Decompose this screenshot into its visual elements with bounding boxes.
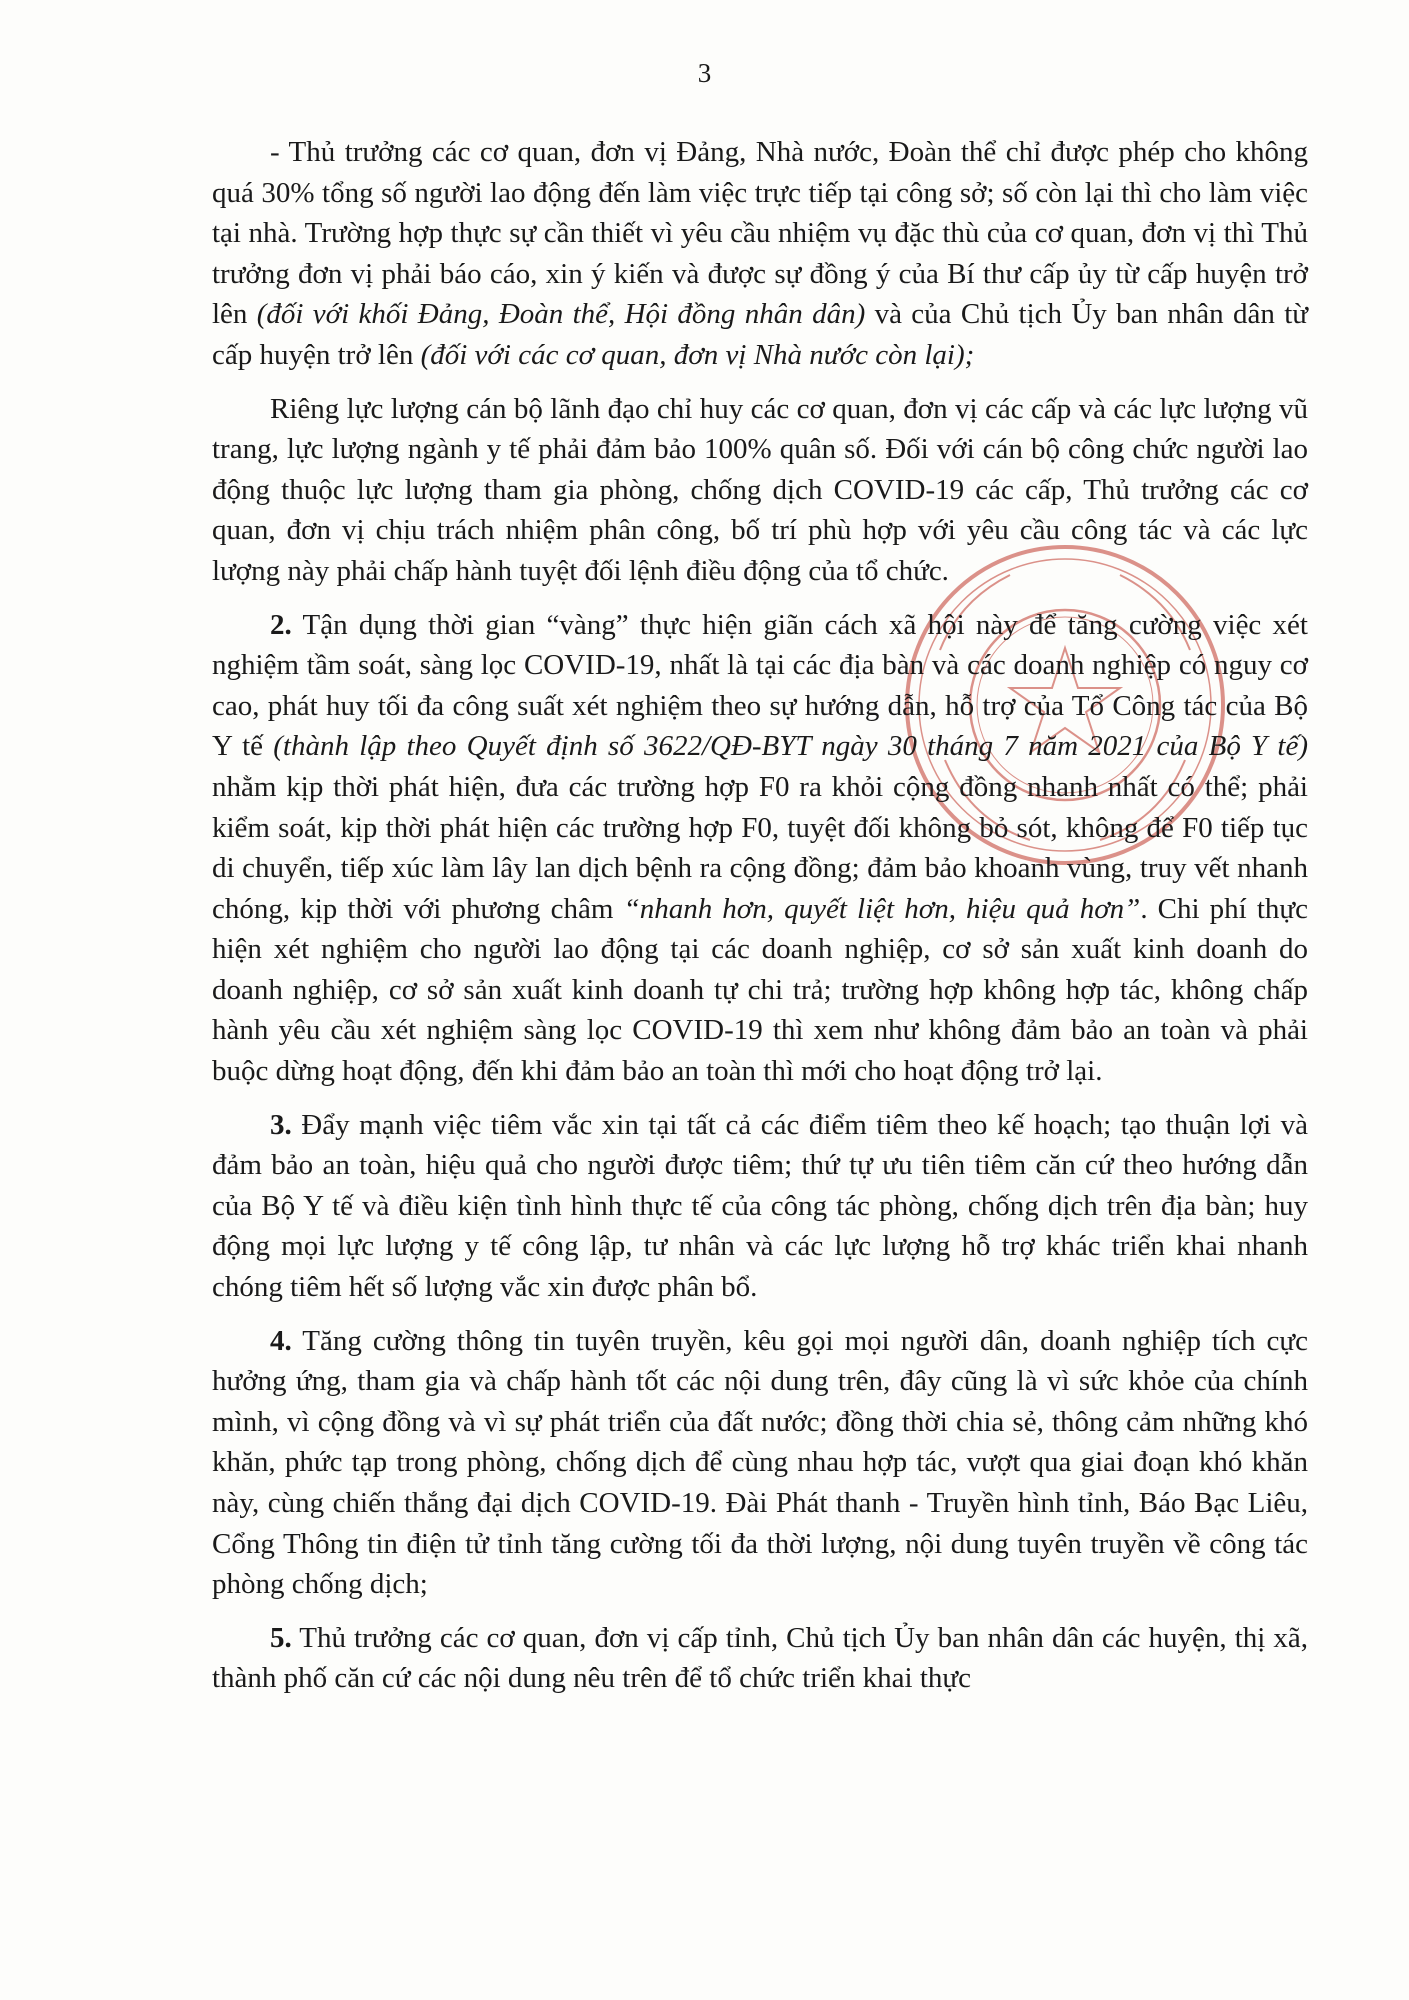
paragraph-text: - Thủ trưởng các cơ quan, đơn vị Đảng, Nhà nước, Đoàn thể chỉ được phép cho không quá 30% tổng số người lao động đến làm việc trực tiếp tại công sở; số còn lại thì cho làm việc tại nhà. Trường hợp thực sự cần thiết vì yêu cầu nhiệm vụ đặc thù của cơ quan, đơn vị thì Thủ trưởng đơn vị phải báo cáo, xin ý kiến và được sự đồng ý của Bí thư cấp ủy từ cấp huyện trở lên [212, 136, 1308, 331]
paragraph-item-4 [212, 1321, 1308, 1605]
paragraph-item-2 [212, 605, 1308, 1092]
paragraph-leadership-forces [212, 389, 1308, 592]
paragraph-office-attendance [212, 132, 1308, 376]
item-number: 5. [270, 1621, 292, 1654]
paragraph-italic-note: (thành lập theo Quyết định số 3622/QĐ-BYT ngày 30 tháng 7 năm 2021 của Bộ Y tế) [273, 730, 1308, 763]
paragraph-italic-quote: “nhanh hơn, quyết liệt hơn, hiệu quả hơn” [623, 892, 1141, 925]
paragraph-italic-note: (đối với các cơ quan, đơn vị Nhà nước còn lại); [420, 338, 975, 371]
page-number: 3 [697, 58, 712, 88]
item-number: 3. [270, 1108, 292, 1141]
paragraph-text: Tăng cường thông tin tuyên truyền, kêu gọi mọi người dân, doanh nghiệp tích cực hưởng ứng, tham gia và chấp hành tốt các nội dung trên, đây cũng là vì sức khỏe của chính mình, vì cộng đồng và vì sự phát triển của đất nước; đồng thời chia sẻ, thông cảm những khó khăn, phức tạp trong phòng, chống dịch để cùng nhau hợp tác, vượt qua giai đoạn khó khăn này, cùng chiến thắng đại dịch COVID-19. Đài Phát thanh - Truyền hình tỉnh, Báo Bạc Liêu, Cổng Thông tin điện tử tỉnh tăng cường tối đa thời lượng, nội dung tuyên truyền về công tác phòng chống dịch; [212, 1324, 1308, 1601]
paragraph-text: nhằm kịp thời phát hiện, đưa các trường hợp F0 ra khỏi cộng đồng nhanh nhất có thể; phải kiểm soát, kịp thời phát hiện các trường hợp F0, tuyệt đối không bỏ sót, không để F0 tiếp tục di chuyển, tiếp xúc làm lây lan dịch bệnh ra cộng đồng; đảm bảo khoanh vùng, truy vết nhanh chóng, kịp thời với phương châm [212, 770, 1308, 925]
paragraph-text: Riêng lực lượng cán bộ lãnh đạo chỉ huy các cơ quan, đơn vị các cấp và các lực lượng vũ trang, lực lượng ngành y tế phải đảm bảo 100% quân số. Đối với cán bộ công chức người lao động thuộc lực lượng tham gia phòng, chống dịch COVID-19 các cấp, Thủ trưởng các cơ quan, đơn vị chịu trách nhiệm phân công, bố trí phù hợp với yêu cầu công tác và các lực lượng này phải chấp hành tuyệt đối lệnh điều động của tổ chức. [212, 392, 1308, 587]
paragraph-text: . Chi phí thực hiện xét nghiệm cho người lao động tại các doanh nghiệp, cơ sở sản xuất kinh doanh do doanh nghiệp, cơ sở sản xuất kinh doanh tự chi trả; trường hợp không hợp tác, không chấp hành yêu cầu xét nghiệm sàng lọc COVID-19 thì xem như không đảm bảo an toàn và phải buộc dừng hoạt động, đến khi đảm bảo an toàn thì mới cho hoạt động trở lại. [212, 892, 1309, 1088]
item-number: 2. [270, 608, 292, 641]
paragraph-text: Đẩy mạnh việc tiêm vắc xin tại tất cả các điểm tiêm theo kế hoạch; tạo thuận lợi và đảm bảo an toàn, hiệu quả cho người được tiêm; thứ tự ưu tiên tiêm căn cứ theo hướng dẫn của Bộ Y tế và điều kiện tình hình thực tế của công tác phòng, chống dịch trên địa bàn; huy động mọi lực lượng y tế công lập, tư nhân và các lực lượng hỗ trợ khác triển khai nhanh chóng tiêm hết số lượng vắc xin được phân bổ. [212, 1108, 1308, 1304]
paragraph-italic-note: (đối với khối Đảng, Đoàn thể, Hội đồng nhân dân) [256, 298, 866, 331]
paragraph-text: Thủ trưởng các cơ quan, đơn vị cấp tỉnh, Chủ tịch Ủy ban nhân dân các huyện, thị xã, thành phố căn cứ các nội dung nêu trên để tổ chức triển khai thực [212, 1621, 1308, 1695]
paragraph-item-5 [212, 1618, 1308, 1699]
paragraph-text: Tận dụng thời gian “vàng” thực hiện giãn cách xã hội này để tăng cường việc xét nghiệm tầm soát, sàng lọc COVID-19, nhất là tại các địa bàn và các doanh nghiệp có nguy cơ cao, phát huy tối đa công suất xét nghiệm theo sự hướng dẫn, hỗ trợ của Tổ Công tác của Bộ Y tế [212, 608, 1308, 763]
paragraph-item-3 [212, 1105, 1308, 1308]
item-number: 4. [270, 1324, 292, 1357]
document-body [212, 132, 1308, 1699]
paragraph-text: và của Chủ tịch Ủy ban nhân dân từ cấp huyện trở lên [212, 298, 1308, 371]
